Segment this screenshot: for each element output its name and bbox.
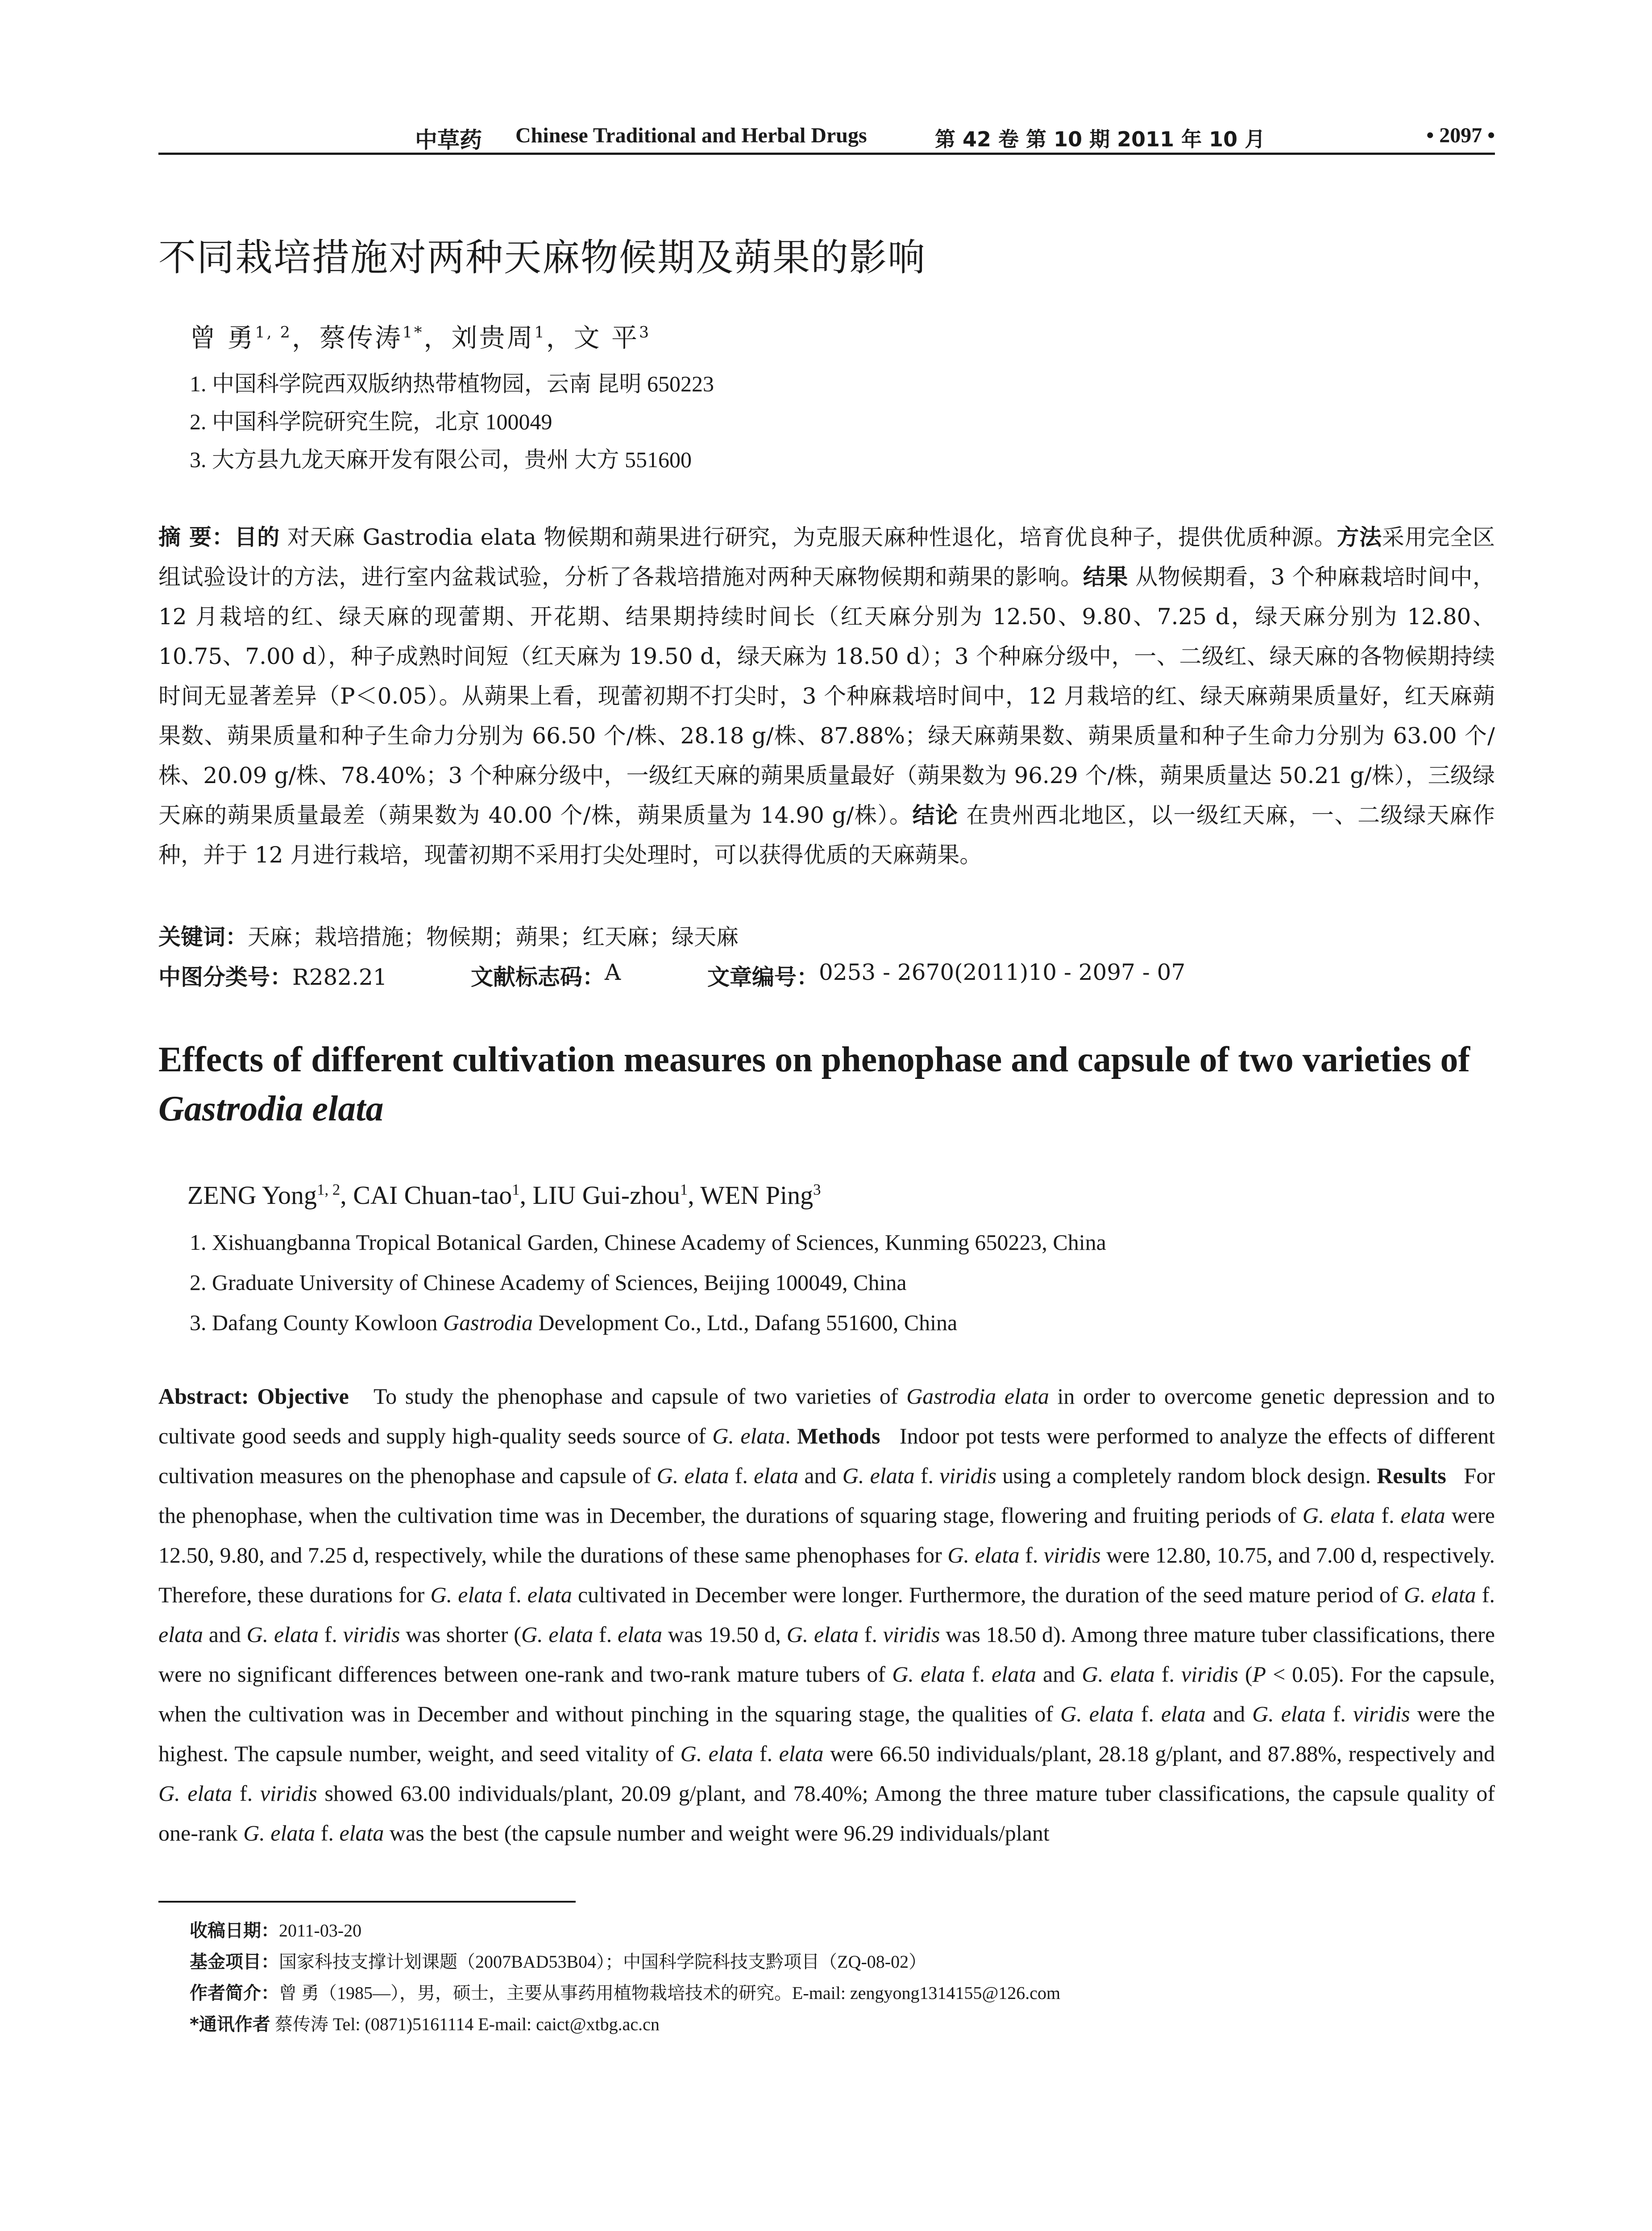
header-rule [158, 153, 1495, 155]
title-en-text: Effects of different cultivation measures on phenophase and capsule of two varieties of [158, 1040, 1470, 1079]
affiliation-en-1: 1. Xishuangbanna Tropical Botanical Garden, Chinese Academy of Sciences, Kunming 650223, China [190, 1230, 1106, 1255]
author-cn: 曾 勇$^{1, 2}$， [190, 323, 320, 353]
authors-en [187, 1180, 821, 1210]
journal-name-cn: 中草药 [415, 128, 482, 153]
methods-cn-text: 采用完全区组试验设计的方法，进行室内盆栽试验，分析了各栽培措施对两种天麻物候期和蒴果的影响。 [158, 524, 1495, 590]
author-cn: 刘贵周$^1$， [451, 323, 574, 353]
objective-en-label: Objective [257, 1384, 349, 1409]
conclusion-cn-label: 结论 [912, 802, 959, 828]
title-en [158, 1035, 1497, 1133]
doc-code-value: A [605, 959, 621, 985]
keywords-label: 关键词： [158, 924, 248, 950]
title-cn: 不同栽培措施对两种天麻物候期及蒴果的影响 [158, 236, 926, 279]
methods-en-label: Methods [797, 1423, 880, 1448]
conclusion-cn-text: 在贵州西北地区，以一级红天麻，一、二级绿天麻作种，并于 12 月进行栽培，现蕾初期不采用打尖处理时，可以获得优质的天麻蒴果。 [158, 802, 1495, 868]
article-no-value: 0253 - 2670(2011)10 - 2097 - 07 [819, 959, 1186, 985]
keywords-text: 天麻；栽培措施；物候期；蒴果；红天麻；绿天麻 [248, 924, 739, 950]
objective-cn-text: 对天麻 Gastrodia elata 物候期和蒴果进行研究，为克服天麻种性退化，培育优良种子，提供优质种源。 [280, 524, 1337, 550]
author-en: ZENG Yong$^{1, 2}$, [187, 1181, 353, 1210]
footnote-received: 收稿日期：2011-03-20 [190, 1920, 362, 1941]
author-en: LIU Gui-zhou$^1$, [532, 1181, 701, 1210]
footnote-correspondence: *通讯作者 蔡传涛 Tel: (0871)5161114 E-mail: caict@xtbg.ac.cn [190, 2014, 660, 2035]
footnote-author: 作者简介：曾 勇（1985—），男，硕士，主要从事药用植物栽培技术的研究。E-mail: zengyong1314155@126.com [190, 1983, 1061, 2003]
author-en: WEN Ping$^3$ [700, 1181, 821, 1210]
affiliation-en-2: 2. Graduate University of Chinese Academy of Sciences, Beijing 100049, China [190, 1270, 907, 1295]
article-no-label: 文章编号： [707, 964, 819, 990]
clc-label: 中图分类号： [158, 964, 292, 990]
authors-cn [190, 317, 651, 354]
abstract-cn-label: 摘 要： [158, 524, 235, 550]
running-header [158, 116, 1495, 152]
results-en-label: Results [1377, 1463, 1446, 1488]
affiliation-cn-1: 1. 中国科学院西双版纳热带植物园，云南 昆明 650223 [190, 371, 714, 396]
footnote-fund: 基金项目：国家科技支撑计划课题（2007BAD53B04）；中国科学院科技支黔项目（ZQ-08-02） [190, 1952, 927, 1972]
page-number: • 2097 • [1426, 124, 1495, 147]
clc-value: R282.21 [292, 964, 387, 990]
objective-cn-label: 目的 [234, 524, 280, 550]
issue-info: 第 42 卷 第 10 期 2011 年 10 月 [935, 127, 1266, 151]
affiliation-cn-2: 2. 中国科学院研究生院，北京 100049 [190, 409, 552, 434]
author-cn: 文 平$^3$ [573, 323, 651, 353]
results-cn-text: 从物候期看，3 个种麻栽培时间中，12 月栽培的红、绿天麻的现蕾期、开花期、结果期持续时间长（红天麻分别为 12.50、9.80、7.25 d，绿天麻分别为 12.80、10.75、7.00 d），种子成熟时间短（红天麻为 19.50 d，绿天麻为 18.50 d）；3 个种麻分级中，一、二级红、绿天麻的各物候期持续时间无显著差异（P＜0.05）。从蒴果上看，现蕾初期不打尖时，3 个种麻栽培时间中，12 月栽培的红、绿天麻蒴果质量好，红天麻蒴果数、蒴果质量和种子生命力分别为 66.50 个/株、28.18 g/株、87.88%；绿天麻蒴果数、蒴果质量和种子生命力分别为 63.00 个/株、20.09 g/株、78.40%；3 个种麻分级中，一级红天麻的蒴果质量最好（蒴果数为 96.29 个/株，蒴果质量达 50.21 g/株），三级绿天麻的蒴果质量最差（蒴果数为 40.00 个/株，蒴果质量为 14.90 g/株）。 [158, 564, 1495, 828]
title-en-species: Gastrodia elata [158, 1089, 384, 1128]
abstract-en-label: Abstract: [158, 1384, 249, 1409]
methods-cn-label: 方法 [1337, 524, 1382, 550]
affiliation-cn-3: 3. 大方县九龙天麻开发有限公司，贵州 大方 551600 [190, 447, 692, 472]
keywords-cn [158, 919, 739, 951]
abstract-cn [158, 518, 1495, 875]
author-cn: 蔡传涛$^{1*}$， [319, 323, 452, 353]
results-cn-label: 结果 [1083, 564, 1128, 590]
journal-name-en: Chinese Traditional and Herbal Drugs [515, 124, 867, 147]
footnote-rule [158, 1901, 576, 1903]
abstract-en: Abstract: Objective To study the phenophase and capsule of two varieties of Gastrodia elata in order to overcome genetic depression and to cultivate good seeds and supply high-quality seeds source of G. elata. Methods Indoor pot tests were performed to analyze the effects of different cultivation measures on the phenophase and capsule of G. elata f. elata and G. elata f. viridis using a completely random block design. Results For the phenophase, when the cultivation time was in December, the durations of squaring stage, flowering and fruiting periods of G. elata f. elata were 12.50, 9.80, and 7.25 d, respectively, while the durations of these same phenophases for G. elata f. viridis were 12.80, 10.75, and 7.00 d, respectively. Therefore, these durations for G. elata f. elata cultivated in December were longer. Furthermore, the duration of the seed mature period of G. elata f. elata and G. elata f. viridis was shorter (G. elata f. elata was 19.50 d, G. elata f. viridis was 18.50 d). Among three mature tuber classifications, there were no significant differences between one-rank and two-rank mature tubers of G. elata f. elata and G. elata f. viridis (P < 0.05). For the capsule, when the cultivation was in December and without pinching in the squaring stage, the qualities of G. elata f. elata and G. elata f. viridis were the highest. The capsule number, weight, and seed vitality of G. elata f. elata were 66.50 individuals/plant, 28.18 g/plant, and 87.88%, respectively and G. elata f. viridis showed 63.00 individuals/plant, 20.09 g/plant, and 78.40%; Among the three mature tuber classifications, the capsule quality of one-rank G. elata f. elata was the best (the capsule number and weight were 96.29 individuals/plant [158, 1384, 1495, 1845]
doc-code-label: 文献标志码： [471, 964, 605, 990]
classification-line [158, 959, 1497, 991]
affiliation-en-3: 3. Dafang County Kowloon Gastrodia Development Co., Ltd., Dafang 551600, China [190, 1310, 958, 1335]
author-en: CAI Chuan-tao$^1$, [353, 1181, 533, 1210]
